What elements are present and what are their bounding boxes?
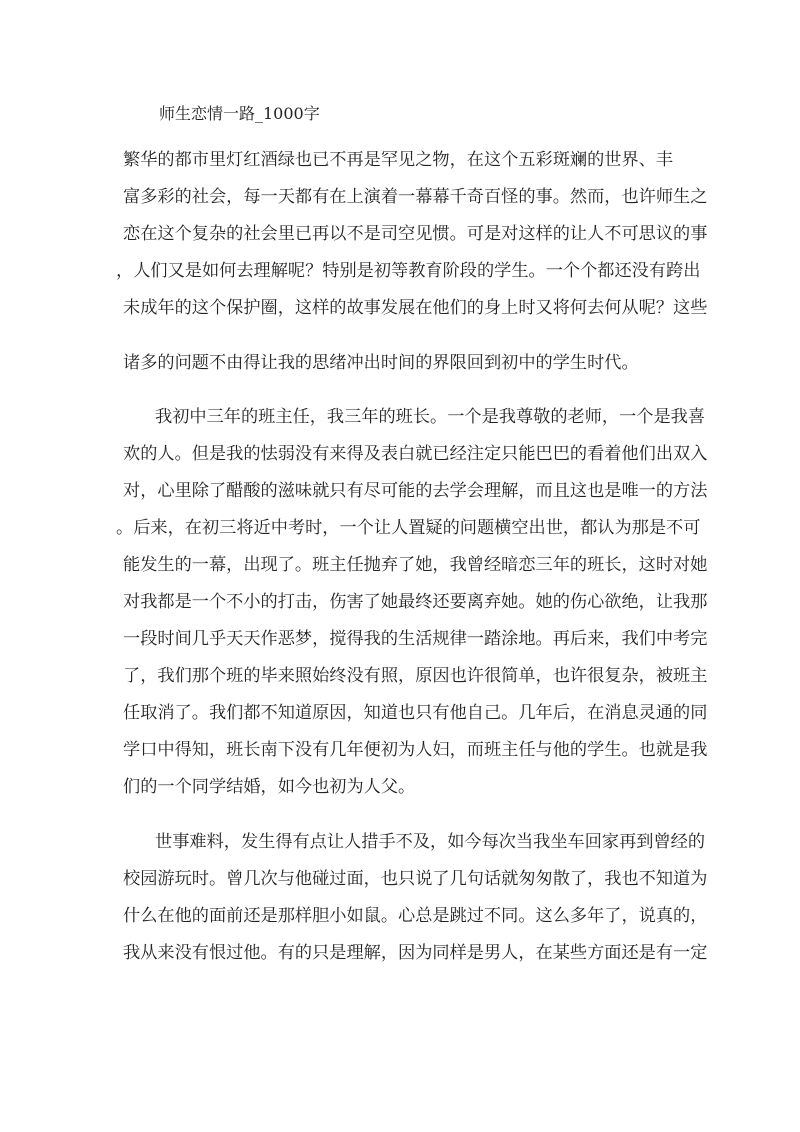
document-title: 师生恋情一路_1000字 — [159, 104, 320, 123]
document-page: 师生恋情一路_1000字 繁华的都市里灯红酒绿也已不再是罕见之物，在这个五彩斑斓的世界、丰 富多彩的社会，每一天都有在上演着一幕幕千奇百怪的事。然而，也许师生之 恋在这个复杂的社会里已再以不是司空见惯。可是对这样的让人不可思议的事 ，人们又是如何去理解呢？特别是初等教育阶段的学生。一个个都还没有跨出 未成年的这个保护圈，这样的故事发展在他们的身上时又将何去何从呢？这些 诸多的问题不由得让我的思绪冲出时间的界限回到初中的学生时代。 我初中三年的班主任，我三年的班长。一个是我尊敬的老师，一个是我喜 欢的人。但是我的怯弱没有来得及表白就已经注定只能巴巴的看着他们出双入 对，心里除了醋酸的滋味就只有尽可能的去学会理解，而且这也是唯一的方法 。后来，在初三将近中考时，一个让人置疑的问题横空出世，都认为那是不可 能发生的一幕，出现了。班主任抛弃了她，我曾经暗恋三年的班长，这时对她 对我都是一个不小的打击，伤害了她最终还要离弃她。她的伤心欲绝，让我那 一段时间几乎天天作恶梦，搅得我的生活规律一踏涂地。再后来，我们中考完 了，我们那个班的毕来照始终没有照，原因也许很简单，也许很复杂，被班主 任取消了。我们都不知道原因，知道也只有他自己。几年后，在消息灵通的同 学口中得知，班长南下没有几年便初为人妇，而班主任与他的学生。也就是我 们的一个同学结婚，如今也初为人父。 世事难料，发生得有点让人措手不及，如今每次当我坐车回家再到曾经的 校园游玩时。曾几次与他碰过面，也只说了几句话就匆匆散了，我也不知道为 什么在他的面前还是那样胆小如鼠。心总是跳过不同。这么多年了，说真的， 我从来没有恨过他。有的只是理解，因为同样是男人，在某些方面还是有一定 — [116, 104, 708, 963]
